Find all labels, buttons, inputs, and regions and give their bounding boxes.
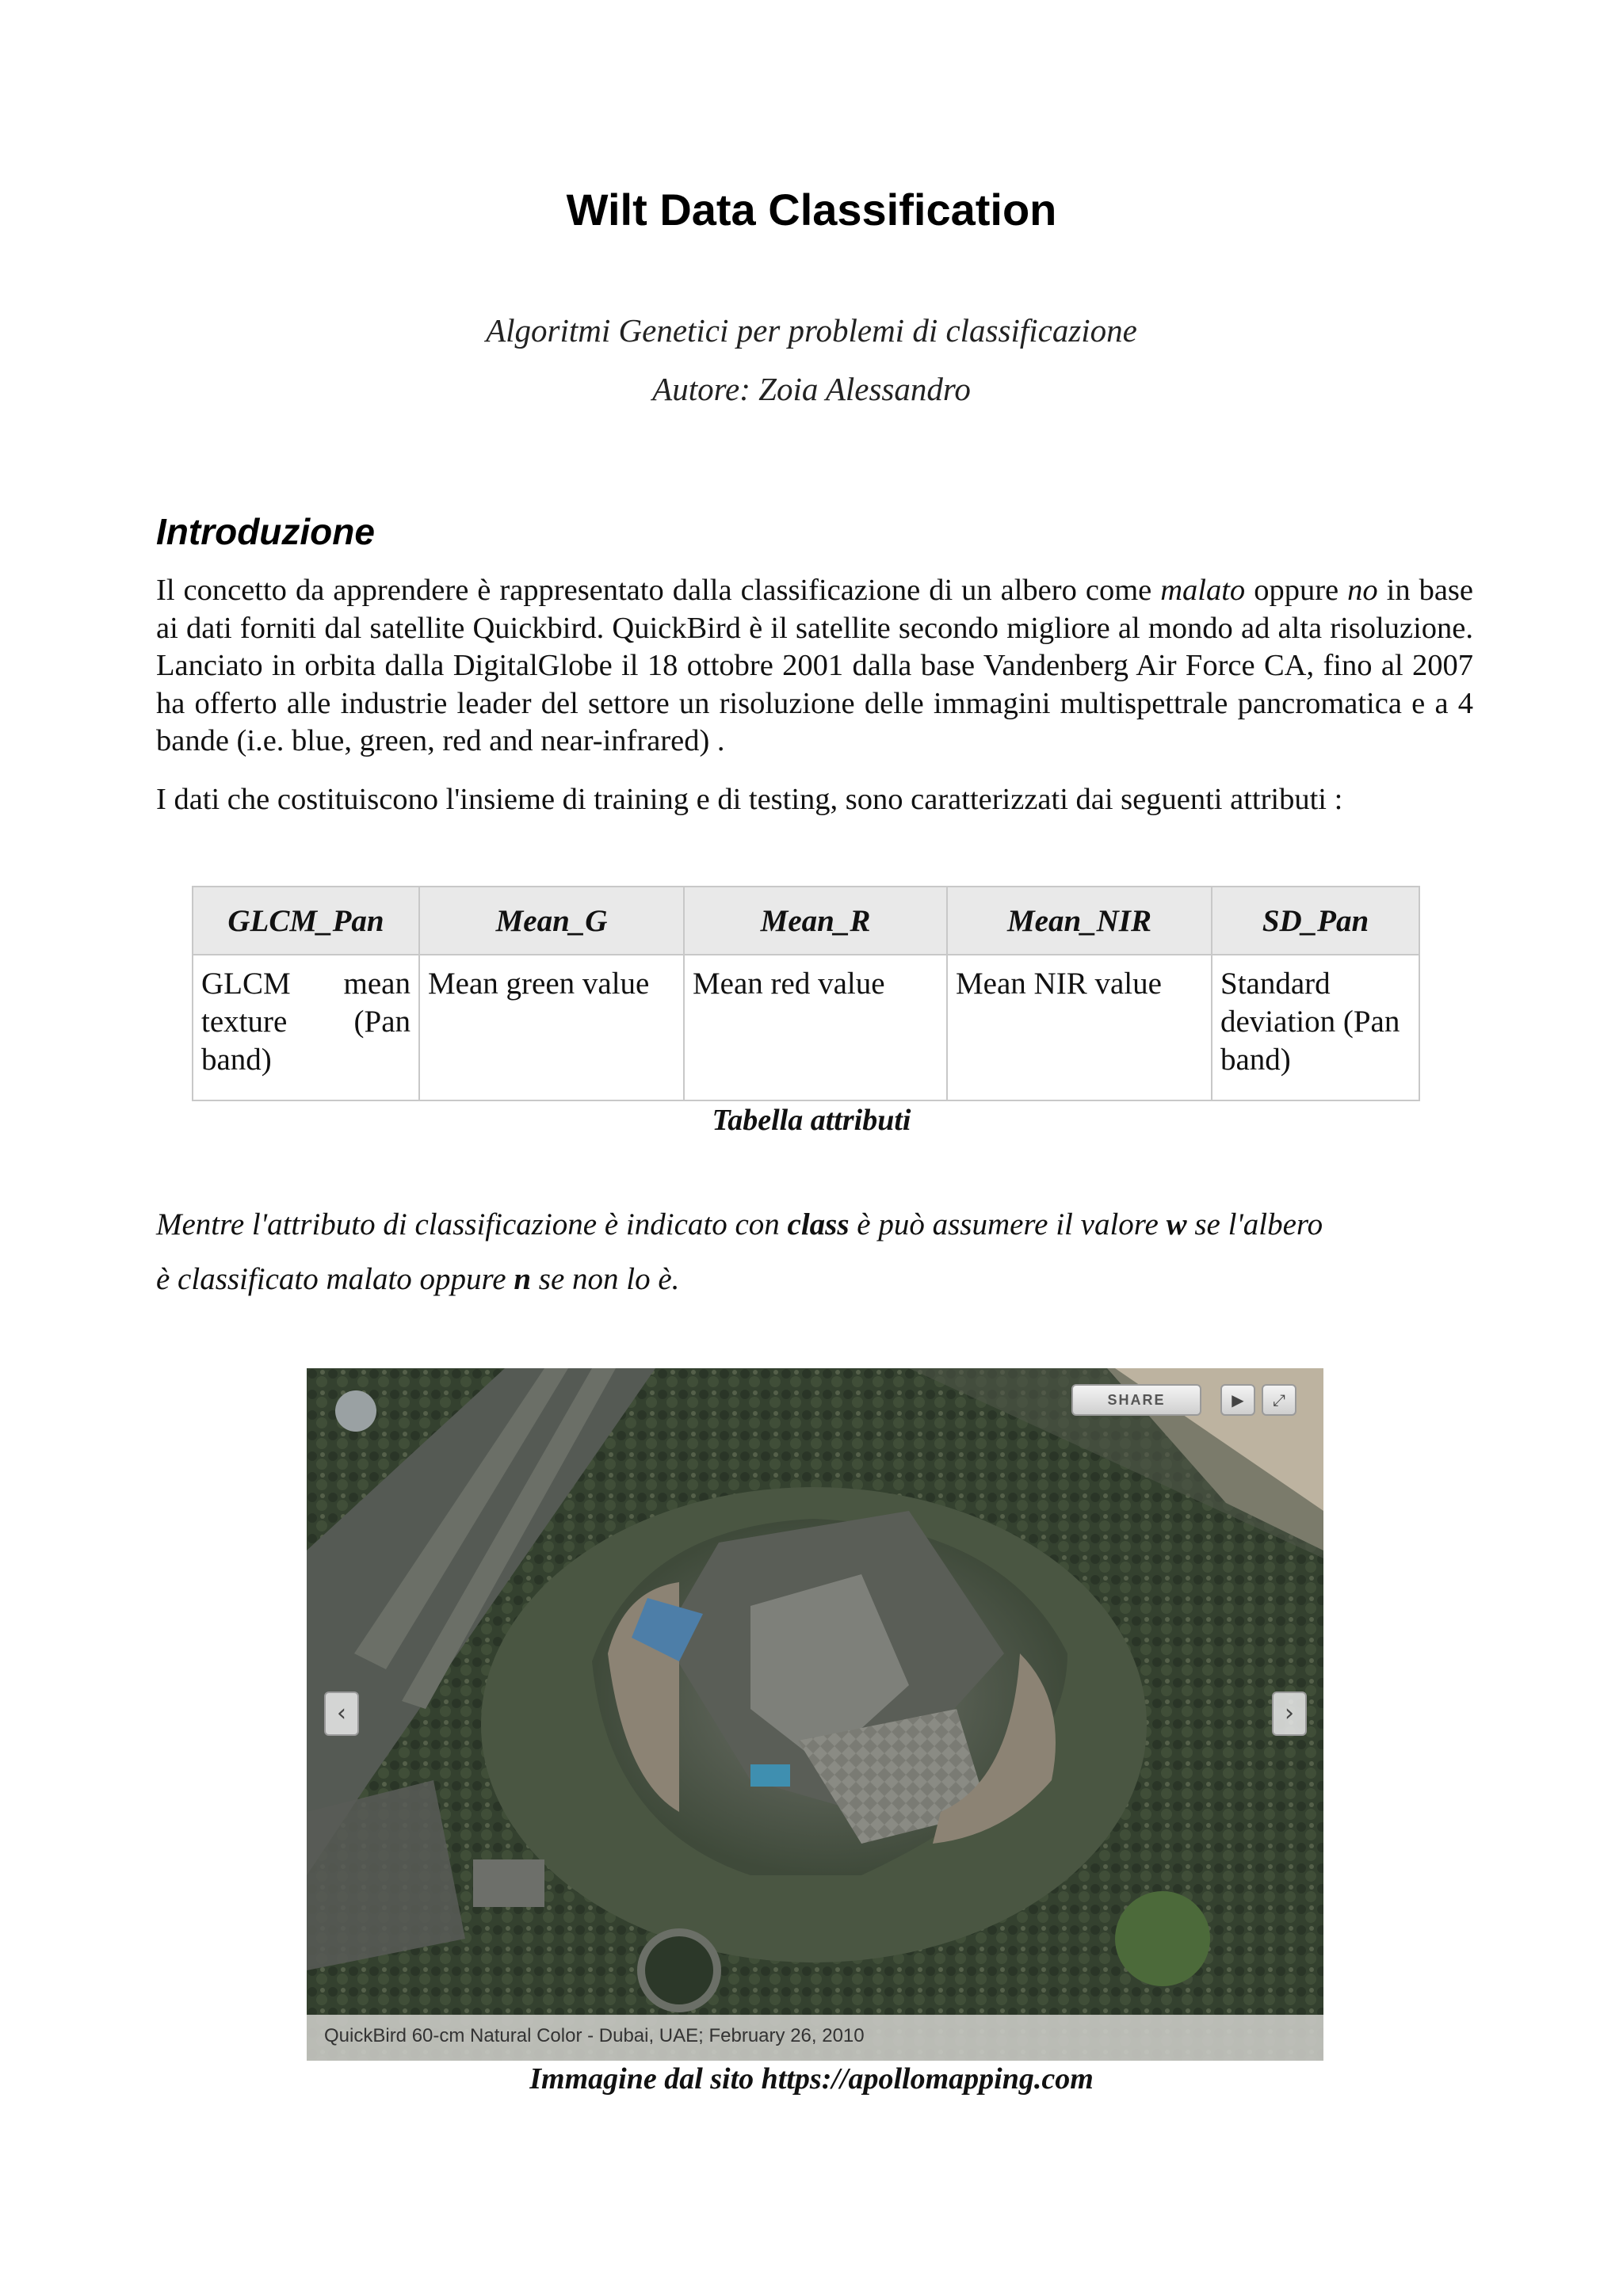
table-cell: Mean green value	[419, 955, 684, 1100]
class-note-text: Mentre l'attributo di classificazione è indicato con	[156, 1207, 788, 1241]
intro-italic-no: no	[1347, 574, 1378, 607]
attributes-table	[192, 886, 1420, 1101]
intro-paragraph-2: I dati che costituiscono l'insieme di training e di testing, sono caratterizzati dai seguenti attributi :	[156, 783, 1343, 816]
table-cell: Mean NIR value	[947, 955, 1212, 1100]
table-header-cell: GLCM_Pan	[193, 887, 419, 955]
figure-caption: Immagine dal sito https://apollomapping.com	[529, 2062, 1094, 2096]
table-cell: Mean red value	[684, 955, 947, 1100]
section-heading-introduzione: Introduzione	[156, 511, 375, 552]
table-row	[193, 955, 1419, 1100]
share-button[interactable]: SHARE	[1071, 1384, 1201, 1416]
class-attribute-name: class	[787, 1207, 850, 1241]
table-header-cell: Mean_NIR	[947, 887, 1212, 955]
class-note-line-2	[156, 1261, 1503, 1297]
table-header-cell: Mean_R	[684, 887, 947, 955]
table-caption: Tabella attributi	[712, 1104, 911, 1137]
class-value-w: w	[1166, 1207, 1187, 1241]
class-note-text: se non lo è.	[531, 1262, 680, 1296]
document-subtitle: Algoritmi Genetici per problemi di classificazione	[486, 312, 1137, 349]
chevron-right-icon[interactable]: ›	[1272, 1691, 1307, 1736]
class-note-text: è può assumere il valore	[849, 1207, 1167, 1241]
table-cell: Standard deviation (Pan band)	[1212, 955, 1419, 1100]
class-note-line-1	[156, 1207, 1503, 1242]
table-cell: GLCM mean texture (Pan band)	[193, 955, 419, 1100]
intro-italic-malato: malato	[1160, 574, 1246, 607]
intro-paragraph-1	[156, 572, 1473, 761]
table-header-cell: SD_Pan	[1212, 887, 1419, 955]
intro-text-1: Il concetto da apprendere è rappresentato dalla classificazione di un albero come	[156, 574, 1161, 607]
intro-text-3: in base ai dati forniti dal satellite Quickbird. QuickBird è il satellite secondo migliore al mondo ad alta risoluzione. Lanciato in orbita dalla DigitalGlobe il 18 ottobre 2001 dalla base Vandenberg Air Force CA, fino al 2007 ha offerto alle industrie leader del settore un risoluzione delle immagini multispettrale pancromatica e a 4 bande (i.e. blue, green, red and near-infrared) .	[156, 574, 1473, 757]
table-header-row	[193, 887, 1419, 955]
satellite-image	[307, 1368, 1323, 2061]
play-icon[interactable]: ▶	[1220, 1384, 1255, 1416]
table-header-cell: Mean_G	[419, 887, 684, 955]
class-value-n: n	[514, 1262, 532, 1296]
image-caption-bar	[307, 2015, 1323, 2061]
image-caption-text: QuickBird 60-cm Natural Color - Dubai, UAE; February 26, 2010	[324, 2025, 865, 2046]
fullscreen-icon[interactable]: ⤢	[1262, 1384, 1296, 1416]
document-title: Wilt Data Classification	[566, 185, 1057, 235]
chevron-left-icon[interactable]: ‹	[324, 1691, 359, 1736]
satellite-image-viewer	[307, 1368, 1323, 2061]
class-note-text: se l'albero	[1186, 1207, 1323, 1241]
class-note-text: è classificato malato oppure	[156, 1262, 514, 1296]
intro-text-2: oppure	[1245, 574, 1348, 607]
document-author: Autore: Zoia Alessandro	[652, 371, 971, 407]
